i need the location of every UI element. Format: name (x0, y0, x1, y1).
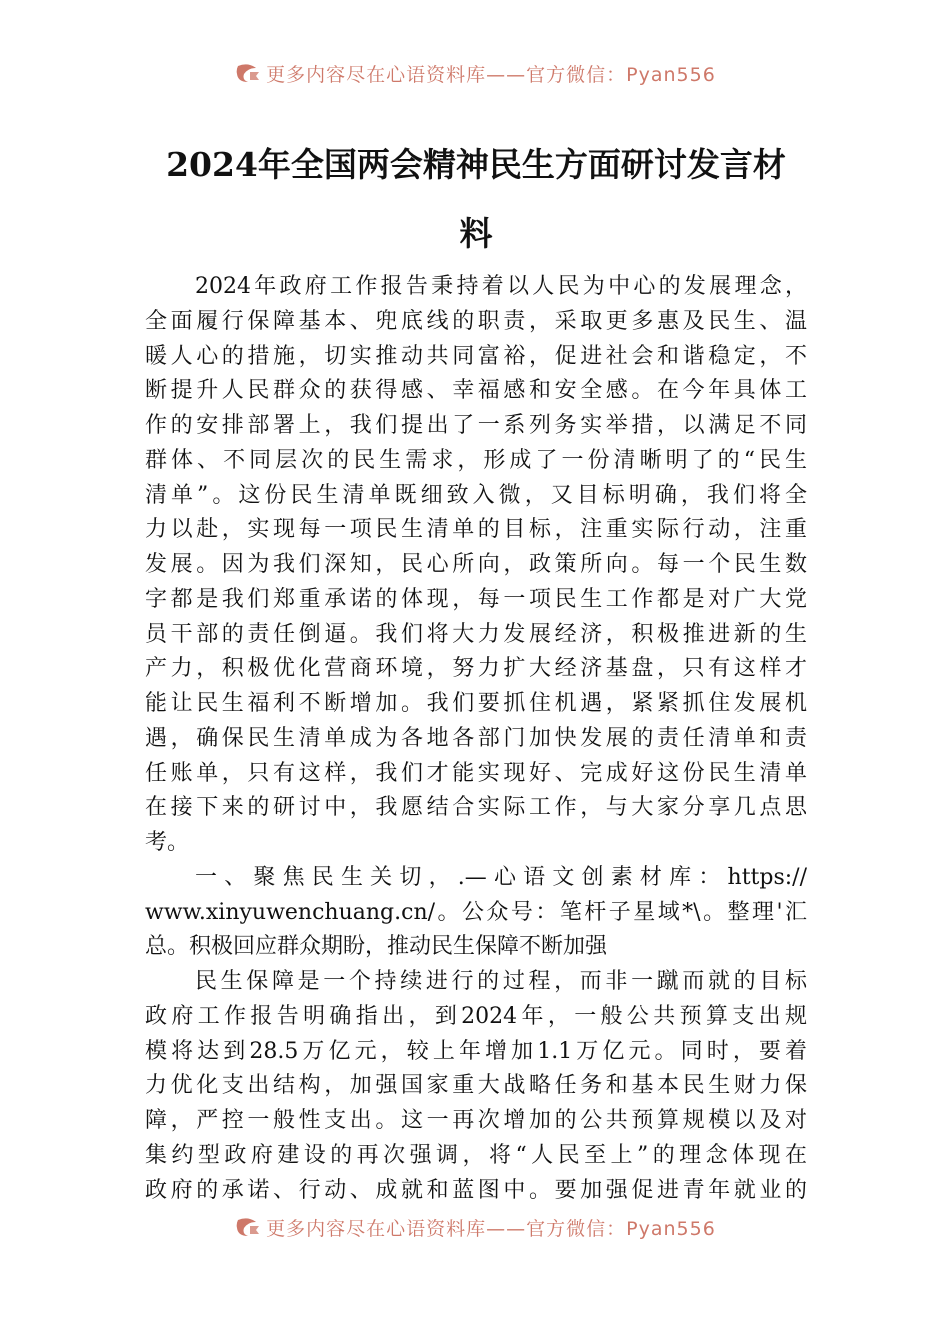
body-line: 在接下来的研讨中，我愿结合实际工作，与大家分享几点思 (145, 795, 807, 821)
body-line: 力以赴，实现每一项民生清单的目标，注重实际行动，注重 (145, 517, 807, 543)
header-watermark (0, 58, 950, 88)
body-line: 发展。因为我们深知，民心所向，政策所向。每一个民生数 (145, 552, 807, 577)
watermark-logo-icon (234, 1216, 262, 1238)
body-line: 集约型政府建设的再次强调，将“人民至上”的理念体现在 (145, 1142, 807, 1168)
body-line: 作的安排部署上，我们提出了一系列务实举措，以满足不同 (145, 413, 807, 438)
body-line: 考。 (145, 830, 190, 855)
body-line: 政府的承诺、行动、成就和蓝图中。要加强促进青年就业的 (145, 1177, 807, 1203)
body-line: 能让民生福利不断增加。我们要抓住机遇，紧紧抓住发展机 (145, 691, 807, 716)
body-line: 产力，积极优化营商环境，努力扩大经济基盘，只有这样才 (145, 656, 807, 682)
body-line: 员干部的责任倒逼。我们将大力发展经济，积极推进新的生 (145, 621, 807, 647)
section-heading-line: www.xinyuwenchuang.cn/。公众号：笔杆子星域*\。整理'汇 (145, 899, 807, 925)
body-line: 任账单，只有这样，我们才能实现好、完成好这份民生清单 (145, 760, 807, 786)
document-title-line-1: 2024年全国两会精神民生方面研讨发言材 (166, 145, 786, 184)
body-line: 力优化支出结构，加强国家重大战略任务和基本民生财力保 (145, 1073, 807, 1099)
section-heading-line: 总。积极回应群众期盼，推动民生保障不断加强 (145, 934, 608, 960)
body-line: 全面履行保障基本、兜底线的职责，采取更多惠及民生、温 (145, 308, 807, 334)
document-body (145, 270, 807, 1208)
body-line: 群体、不同层次的民生需求，形成了一份清晰明了的“民生 (145, 447, 807, 473)
watermark-logo-icon (234, 62, 262, 84)
body-line: 暖人心的措施，切实推动共同富裕，促进社会和谐稳定，不 (145, 343, 807, 369)
body-line: 模将达到28.5万亿元，较上年增加1.1万亿元。同时，要着 (145, 1038, 807, 1064)
footer-watermark (0, 1212, 950, 1242)
body-line: 断提升人民群众的获得感、幸福感和安全感。在今年具体工 (145, 378, 807, 404)
body-line: 遇，确保民生清单成为各地各部门加快发展的责任清单和责 (145, 725, 807, 751)
body-line: 字都是我们郑重承诺的体现，每一项民生工作都是对广大党 (145, 586, 807, 612)
section-heading-line: 一、聚焦民生关切，.—心语文创素材库：https:// (195, 864, 807, 890)
body-line: 障，严控一般性支出。这一再次增加的公共预算规模以及对 (145, 1108, 807, 1133)
body-line: 2024年政府工作报告秉持着以人民为中心的发展理念， (195, 274, 807, 299)
watermark-text: 更多内容尽在心语资料库——官方微信：Pyan556 (266, 1217, 716, 1240)
watermark-text: 更多内容尽在心语资料库——官方微信：Pyan556 (266, 63, 716, 86)
document-title-line-2: 料 (459, 214, 493, 253)
body-line: 清单”。这份民生清单既细致入微，又目标明确，我们将全 (145, 482, 807, 508)
body-line: 政府工作报告明确指出，到2024年，一般公共预算支出规 (145, 1003, 807, 1029)
body-line: 民生保障是一个持续进行的过程，而非一蹴而就的目标 (195, 969, 807, 994)
